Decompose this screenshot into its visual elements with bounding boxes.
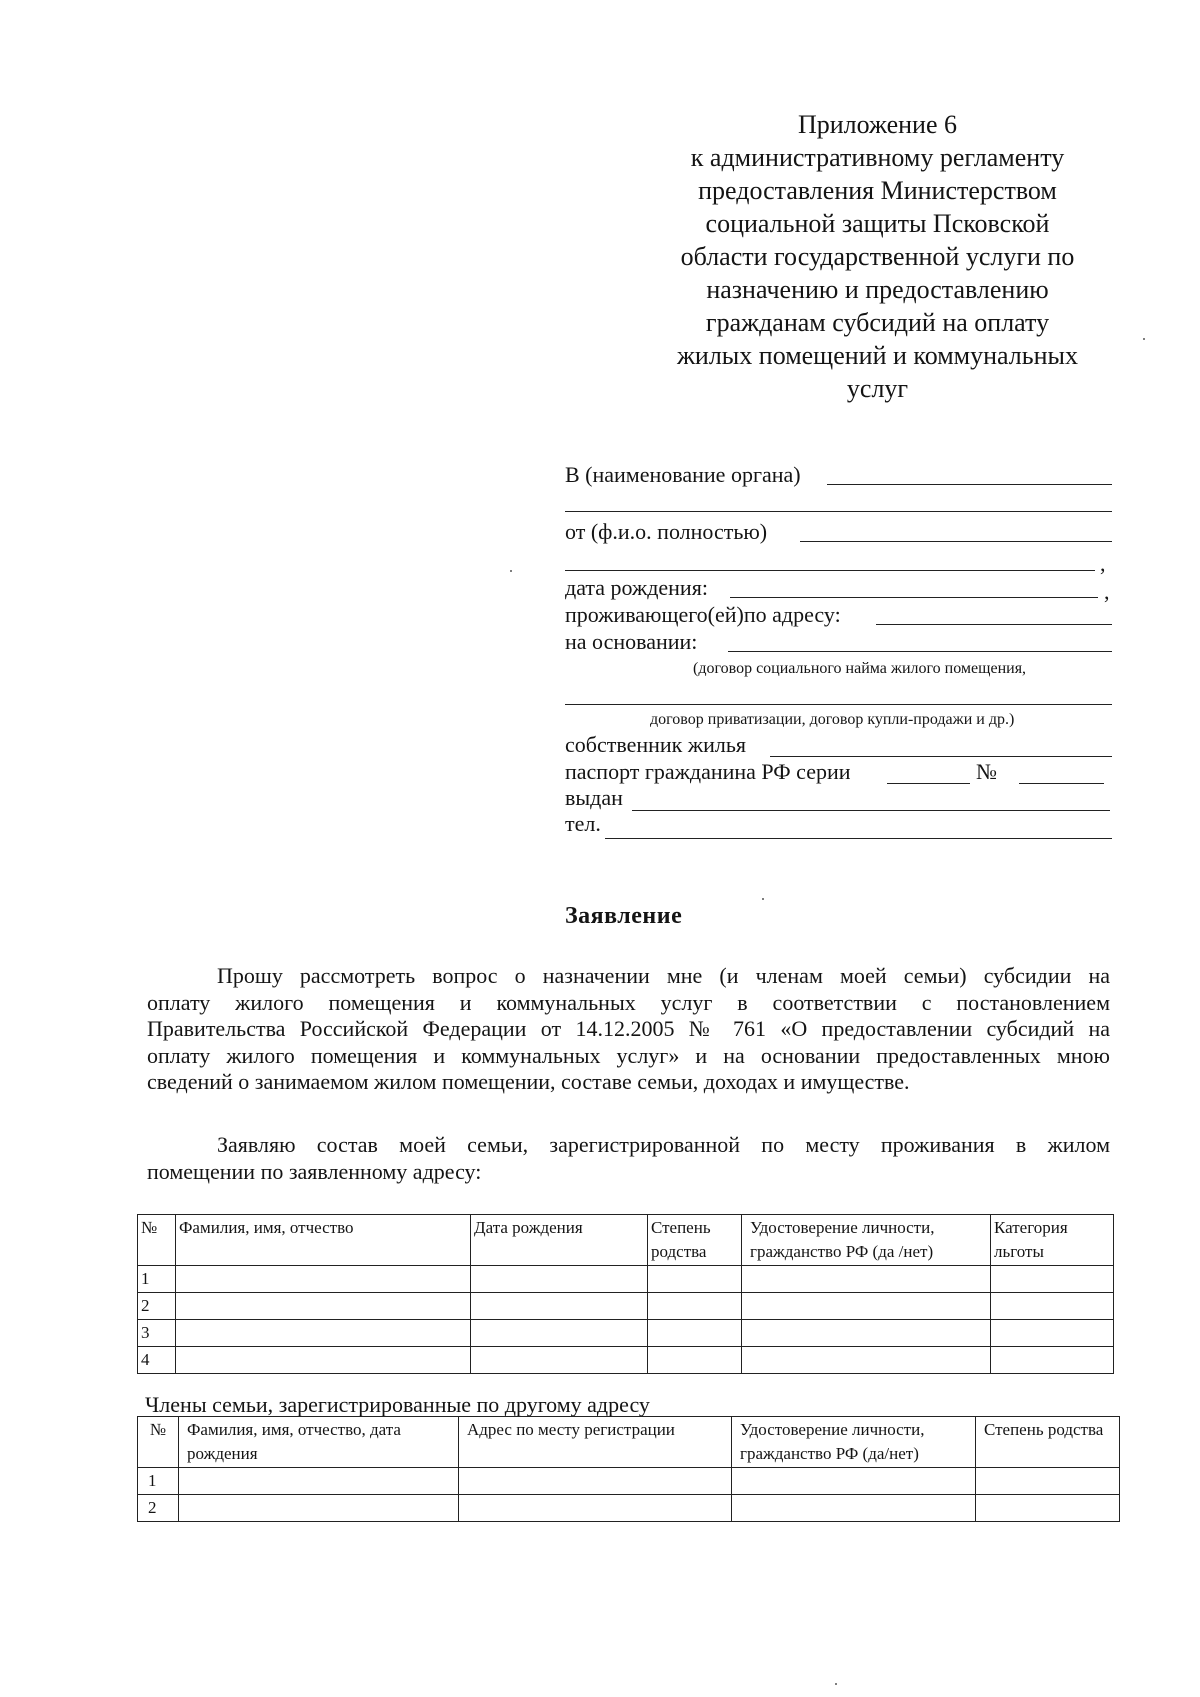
table-row: [138, 1266, 1114, 1293]
column-header: Удостоверение личности, гражданство РФ (да/нет): [732, 1417, 976, 1468]
full-name-input-line[interactable]: [800, 541, 1112, 542]
issued-input-line[interactable]: [632, 810, 1110, 811]
table-cell[interactable]: [176, 1266, 471, 1293]
full-name-input-line-2[interactable]: [565, 570, 1095, 571]
table-cell[interactable]: [648, 1293, 742, 1320]
header-line: к административному регламенту: [690, 143, 1065, 172]
paragraph-line: Заявляю состав моей семьи, зарегистрированной по месту проживания в жилом: [217, 1132, 1110, 1157]
table-cell[interactable]: [176, 1347, 471, 1374]
basis-input-line-2[interactable]: [565, 704, 1112, 705]
paragraph-line: сведений о занимаемом жилом помещении, составе семьи, доходах и имуществе.: [147, 1069, 910, 1094]
address-input-line[interactable]: [876, 624, 1112, 625]
table-cell[interactable]: [471, 1320, 648, 1347]
from-label: от (ф.и.о. полностью): [565, 519, 768, 544]
table-cell[interactable]: [459, 1495, 732, 1522]
table-cell[interactable]: [991, 1320, 1114, 1347]
passport-number-input-line[interactable]: [1019, 783, 1104, 784]
column-header: Дата рождения: [471, 1215, 648, 1266]
paragraph-line: оплату жилого помещения и коммунальных услуг» и на основании предоставленных мною: [147, 1042, 1110, 1068]
table-row: [138, 1347, 1114, 1374]
organ-input-line[interactable]: [827, 484, 1112, 485]
table-row: [138, 1468, 1120, 1495]
phone-input-line[interactable]: [605, 838, 1112, 839]
table-cell[interactable]: [732, 1468, 976, 1495]
table-cell[interactable]: [976, 1468, 1120, 1495]
scan-speck: [762, 898, 764, 900]
column-header: Категория льготы: [991, 1215, 1114, 1266]
header-line: предоставления Министерством: [698, 176, 1057, 205]
scan-speck: [510, 570, 512, 572]
family-paragraph: [147, 1132, 1110, 1185]
birthdate-label: дата рождения:: [565, 575, 708, 600]
column-header: №: [138, 1215, 176, 1266]
table-header-row: [138, 1215, 1114, 1266]
table-cell[interactable]: [459, 1468, 732, 1495]
table-cell[interactable]: [648, 1320, 742, 1347]
table-cell[interactable]: [648, 1347, 742, 1374]
table-cell[interactable]: [176, 1320, 471, 1347]
paragraph-line: помещении по заявленному адресу:: [147, 1158, 482, 1184]
table-cell[interactable]: [179, 1495, 459, 1522]
passport-number-label: №: [976, 759, 997, 784]
other-address-table: [137, 1416, 1120, 1522]
row-number: 2: [138, 1495, 179, 1522]
table-row: [138, 1320, 1114, 1347]
column-header: Адрес по месту регистрации: [459, 1417, 732, 1468]
table-cell[interactable]: [991, 1347, 1114, 1374]
header-line: социальной защиты Псковской: [705, 209, 1050, 238]
table-cell[interactable]: [991, 1266, 1114, 1293]
table-cell[interactable]: [471, 1347, 648, 1374]
row-number: 1: [138, 1266, 176, 1293]
comma: ,: [1104, 579, 1110, 604]
paragraph-line: оплату жилого помещения и коммунальных услуг в соответствии с постановлением: [147, 989, 1110, 1015]
basis-input-line[interactable]: [728, 651, 1112, 652]
passport-series-input-line[interactable]: [887, 783, 970, 784]
birthdate-input-line[interactable]: [730, 597, 1098, 598]
scan-speck: [835, 1683, 837, 1685]
column-header: Фамилия, имя, отчество: [176, 1215, 471, 1266]
organ-label: В (наименование органа): [565, 462, 801, 487]
table-cell[interactable]: [732, 1495, 976, 1522]
organ-input-line-2[interactable]: [565, 511, 1112, 512]
table-row: [138, 1495, 1120, 1522]
passport-label: паспорт гражданина РФ серии: [565, 759, 851, 784]
table-row: [138, 1293, 1114, 1320]
header-line: Приложение 6: [797, 110, 958, 139]
comma: ,: [1100, 551, 1106, 576]
header-line: услуг: [846, 374, 909, 403]
table-cell[interactable]: [471, 1266, 648, 1293]
paragraph-line: Прошу рассмотреть вопрос о назначении мне (и членам моей семьи) субсидии на: [217, 963, 1110, 988]
paragraph-line: Правительства Российской Федерации от 14.12.2005 № 761 «О предоставлении субсидий на: [147, 1016, 1110, 1041]
table-cell[interactable]: [648, 1266, 742, 1293]
table-cell[interactable]: [742, 1347, 991, 1374]
table-cell[interactable]: [742, 1320, 991, 1347]
column-header: Степень родства: [976, 1417, 1120, 1468]
column-header: Удостоверение личности, гражданство РФ (да /нет): [742, 1215, 991, 1266]
column-header: Степень родства: [648, 1215, 742, 1266]
column-header: №: [138, 1417, 179, 1468]
table-cell[interactable]: [179, 1468, 459, 1495]
table-cell[interactable]: [176, 1293, 471, 1320]
basis-label: на основании:: [565, 629, 698, 654]
phone-label: тел.: [565, 811, 601, 836]
column-header: Фамилия, имя, отчество, дата рождения: [179, 1417, 459, 1468]
row-number: 3: [138, 1320, 176, 1347]
owner-label: собственник жилья: [565, 732, 746, 757]
table-cell[interactable]: [976, 1495, 1120, 1522]
basis-hint: договор приватизации, договор купли-продажи и др.): [650, 711, 1015, 728]
owner-input-line[interactable]: [770, 756, 1112, 757]
row-number: 4: [138, 1347, 176, 1374]
table-cell[interactable]: [742, 1293, 991, 1320]
row-number: 2: [138, 1293, 176, 1320]
appendix-header: [640, 108, 1115, 405]
row-number: 1: [138, 1468, 179, 1495]
table-cell[interactable]: [742, 1266, 991, 1293]
other-address-title: Члены семьи, зарегистрированные по другому адресу: [145, 1392, 650, 1417]
basis-hint: (договор социального найма жилого помещения,: [693, 660, 1027, 677]
table-cell[interactable]: [471, 1293, 648, 1320]
header-line: назначению и предоставлению: [706, 275, 1049, 304]
header-line: области государственной услуги по: [680, 242, 1075, 271]
scan-speck: [1143, 338, 1145, 340]
request-paragraph: [147, 963, 1110, 1096]
header-line: жилых помещений и коммунальных: [676, 341, 1079, 370]
family-table: [137, 1214, 1114, 1374]
issued-label: выдан: [565, 785, 623, 810]
header-line: гражданам субсидий на оплату: [705, 308, 1050, 337]
address-label: проживающего(ей)по адресу:: [565, 602, 841, 627]
table-header-row: [138, 1417, 1120, 1468]
table-cell[interactable]: [991, 1293, 1114, 1320]
document-title: Заявление: [565, 903, 683, 929]
